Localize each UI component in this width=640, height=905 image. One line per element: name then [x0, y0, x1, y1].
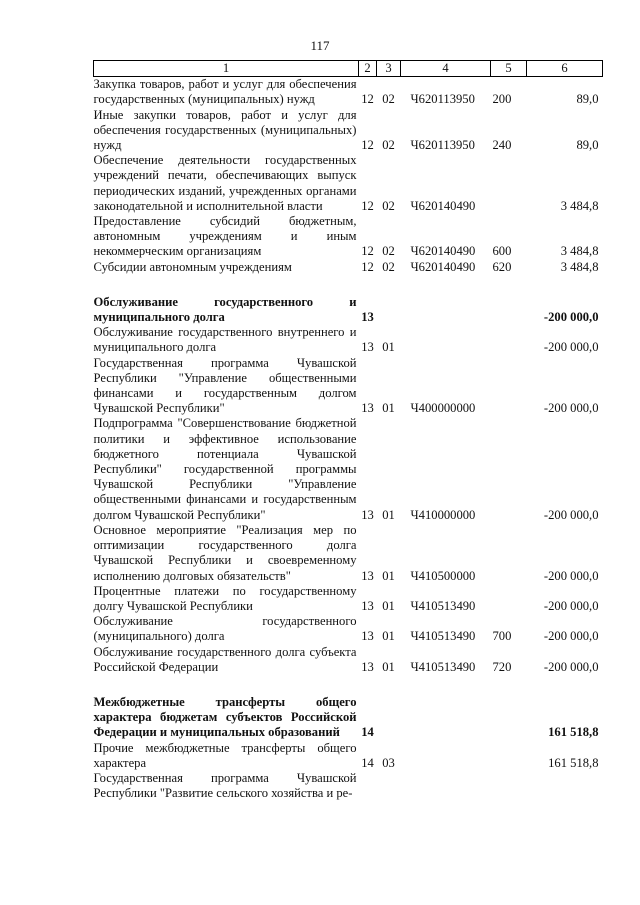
table-row — [94, 356, 603, 417]
row-name: Обслуживание государственного и муниципального долга — [93, 294, 357, 325]
table-row — [94, 153, 603, 214]
table-row — [94, 108, 603, 154]
table-row — [94, 523, 603, 584]
row-subsection: 01 — [382, 598, 395, 613]
row-target-article: Ч410513490 — [410, 629, 476, 644]
row-subsection — [377, 771, 401, 801]
row-expense-type: 720 — [492, 659, 512, 674]
header-col-expense-type: 5 — [491, 61, 527, 77]
row-section: 12 — [361, 138, 374, 153]
row-subsection: 01 — [382, 568, 395, 583]
row-expense-type — [491, 695, 527, 741]
row-expense-type — [491, 523, 527, 584]
row-amount: -200 000,0 — [543, 598, 599, 613]
row-expense-type: 600 — [492, 244, 512, 259]
table-row — [94, 260, 603, 275]
row-target-article: Ч620113950 — [410, 92, 475, 107]
row-name: Обслуживание государственного (муниципального) долга — [93, 614, 357, 644]
row-name: Межбюджетные трансферты общего характера бюджетам субъектов Российской Федерации и муниципальных образований — [93, 694, 357, 740]
row-target-article: Ч620140490 — [410, 259, 476, 274]
row-name: Субсидии автономным учреждениям — [93, 259, 292, 274]
row-amount: 161 518,8 — [548, 725, 599, 740]
table-row — [94, 771, 603, 801]
row-name: Предоставление субсидий бюджетным, автономным учреждениям и иным некоммерческим организациям — [93, 214, 357, 259]
row-expense-type — [491, 416, 527, 522]
row-target-article: Ч620140490 — [410, 198, 476, 213]
row-subsection: 02 — [382, 259, 395, 274]
row-amount: 3 484,8 — [560, 198, 599, 213]
row-subsection: 02 — [382, 92, 395, 107]
row-section: 13 — [361, 629, 374, 644]
table-row — [94, 295, 603, 325]
spacer-row — [94, 275, 603, 295]
row-subsection: 02 — [382, 198, 395, 213]
table-row — [94, 695, 603, 741]
row-amount: 89,0 — [576, 92, 599, 107]
row-expense-type — [491, 295, 527, 325]
row-subsection: 01 — [382, 340, 395, 355]
row-amount: 89,0 — [576, 138, 599, 153]
page-number: 117 — [310, 38, 330, 53]
table-row — [94, 77, 603, 108]
table-header — [94, 61, 603, 77]
row-name: Обеспечение деятельности государственных учреждений печати, обеспечивающих выпуск периодических изданий, учрежденных органами законодательной и исполнительной власти — [93, 153, 357, 213]
row-section: 14 — [361, 755, 374, 770]
row-amount: -200 000,0 — [543, 340, 599, 355]
row-amount: -200 000,0 — [543, 629, 599, 644]
row-expense-type — [491, 741, 527, 771]
row-expense-type — [491, 356, 527, 417]
header-col-target-article: 4 — [401, 61, 491, 77]
row-section: 13 — [361, 598, 374, 613]
row-subsection: 01 — [382, 629, 395, 644]
row-target-article — [401, 295, 491, 325]
row-target-article: Ч620113950 — [410, 138, 475, 153]
row-expense-type — [491, 771, 527, 801]
header-col-subsection: 3 — [377, 61, 401, 77]
row-expense-type — [491, 153, 527, 214]
row-name: Иные закупки товаров, работ и услуг для обеспечения государственных (муниципальных) нужд — [93, 107, 357, 153]
row-expense-type: 620 — [492, 259, 512, 274]
spacer-cell — [94, 275, 603, 295]
row-target-article: Ч410513490 — [410, 598, 476, 613]
row-section: 14 — [361, 725, 374, 740]
spacer-cell — [94, 675, 603, 695]
table-row — [94, 325, 603, 355]
table-row — [94, 614, 603, 644]
table-body — [94, 77, 603, 802]
row-section: 13 — [361, 340, 374, 355]
row-target-article: Ч620140490 — [410, 244, 476, 259]
row-subsection: 03 — [382, 755, 395, 770]
row-name: Процентные платежи по государственному долгу Чувашской Республики — [93, 583, 357, 613]
table-row — [94, 584, 603, 614]
row-amount: -200 000,0 — [543, 310, 599, 325]
row-subsection: 02 — [382, 138, 395, 153]
row-subsection — [377, 295, 401, 325]
table-row — [94, 214, 603, 260]
row-amount: 161 518,8 — [548, 755, 599, 770]
row-target-article: Ч410500000 — [410, 568, 476, 583]
row-amount: -200 000,0 — [543, 659, 599, 674]
row-target-article: Ч400000000 — [410, 401, 476, 416]
row-name: Закупка товаров, работ и услуг для обеспечения государственных (муниципальных) нужд — [93, 77, 357, 107]
row-section — [359, 771, 377, 801]
table-row — [94, 645, 603, 675]
header-col-section: 2 — [359, 61, 377, 77]
row-subsection: 02 — [382, 244, 395, 259]
row-amount — [527, 771, 603, 801]
row-target-article — [401, 741, 491, 771]
row-section: 12 — [361, 198, 374, 213]
row-amount: -200 000,0 — [543, 507, 599, 522]
spacer-row — [94, 675, 603, 695]
row-target-article — [401, 771, 491, 801]
row-subsection: 01 — [382, 507, 395, 522]
row-expense-type: 240 — [492, 138, 512, 153]
row-target-article: Ч410000000 — [410, 507, 476, 522]
row-section: 13 — [361, 568, 374, 583]
row-amount: -200 000,0 — [543, 568, 599, 583]
row-subsection: 01 — [382, 659, 395, 674]
row-amount: 3 484,8 — [560, 259, 599, 274]
row-section: 13 — [361, 507, 374, 522]
row-section: 13 — [361, 310, 374, 325]
row-expense-type: 700 — [492, 629, 512, 644]
row-name: Государственная программа Чувашской Республики "Управление общественными финансами и государственным долгом Чувашской Республики" — [93, 355, 357, 416]
row-expense-type: 200 — [492, 92, 512, 107]
row-name: Обслуживание государственного внутреннего и муниципального долга — [93, 325, 357, 355]
table-row — [94, 416, 603, 522]
row-name: Прочие межбюджетные трансферты общего характера — [93, 740, 357, 770]
row-expense-type — [491, 325, 527, 355]
table-row — [94, 741, 603, 771]
row-subsection: 01 — [382, 401, 395, 416]
row-section: 12 — [361, 92, 374, 107]
row-section: 12 — [361, 244, 374, 259]
header-col-name: 1 — [94, 61, 359, 77]
row-section: 12 — [361, 259, 374, 274]
row-section: 13 — [361, 659, 374, 674]
row-amount: 3 484,8 — [560, 244, 599, 259]
row-target-article — [401, 325, 491, 355]
row-target-article: Ч410513490 — [410, 659, 476, 674]
header-col-amount: 6 — [527, 61, 603, 77]
budget-table — [93, 60, 603, 801]
row-expense-type — [491, 584, 527, 614]
row-subsection — [377, 695, 401, 741]
row-name: Обслуживание государственного долга субъекта Российской Федерации — [93, 644, 357, 674]
row-section: 13 — [361, 401, 374, 416]
row-name: Подпрограмма "Совершенствование бюджетной политики и эффективное использование бюджетного потенциала Чувашской Республики" государственной программы Чувашской Республики "Управление общественными финансами и государственным долгом Чувашской Республики" — [93, 416, 357, 522]
row-amount: -200 000,0 — [543, 401, 599, 416]
row-name: Государственная программа Чувашской Республики "Развитие сельского хозяйства и ре- — [93, 770, 357, 801]
row-name: Основное мероприятие "Реализация мер по оптимизации государственного долга Чувашской Республики и своевременному исполнению долговых обязательств" — [93, 522, 357, 583]
row-target-article — [401, 695, 491, 741]
